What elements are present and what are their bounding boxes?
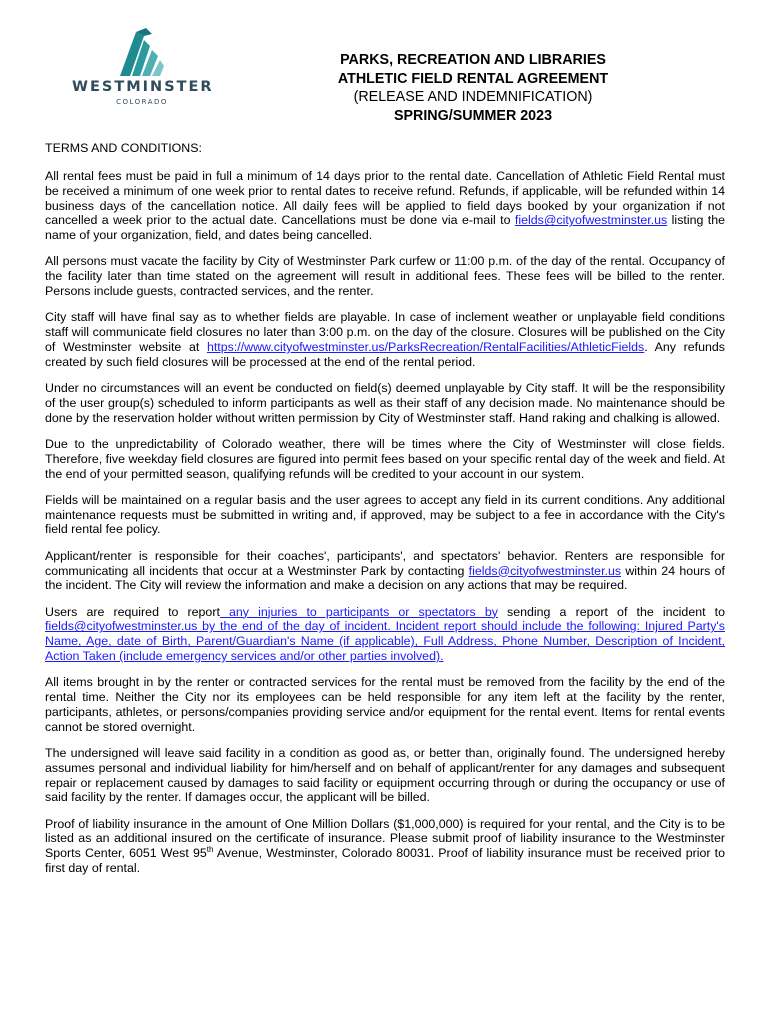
logo-mark-icon (116, 26, 168, 78)
paragraph-fees (45, 169, 725, 243)
paragraph-curfew: All persons must vacate the facility by City of Westminster Park curfew or 11:00 p.m. of the day of the rental. Occupancy of the facility later than time stated on the agreement will result in additional fees. These fees will be billed to the renter. Persons include guests, contracted services, and the renter. (45, 254, 725, 299)
paragraph-text: Applicant/renter is responsible for their coaches', participants', and spectators' behavior. Renters are responsible for communicating all incidents that occur at a Westminster Park by contacting (45, 548, 725, 578)
website-link[interactable]: https://www.cityofwestminster.us/ParksRecreation/RentalFacilities/AthleticFields (206, 339, 645, 354)
paragraph-maintenance: Fields will be maintained on a regular basis and the user agrees to accept any field in its current conditions. Any additional maintenance requests must be submitted in writing and, if approved, may be subject to a fee in accordance with the City's field rental fee policy. (45, 492, 725, 537)
paragraph-text: Users are required to report (45, 604, 220, 619)
paragraph-text: All rental fees must be paid in full a minimum of 14 days prior to the rental date. Cancellation of Athletic Field Rental must be received a minimum of one week prior to rental dates to receive refund. Refunds, if applicable, will be refunded within 14 business days of the cancellation notice. All daily fees will be applied to field days booked by your organization if not cancelled a week prior to the actual date. Cancellations must be done via e-mail to (45, 169, 725, 228)
paragraph-text: . Any refunds created by such field closures will be processed at the end of the rental period. (45, 339, 725, 369)
paragraph-field-closures (45, 310, 725, 369)
paragraph-behavior (45, 549, 725, 593)
paragraph-items: All items brought in by the renter or contracted services for the rental must be removed from the facility by the end of the rental time. Neither the City nor its employees can be held responsible for any item left at the facility by the renter, participants, athletes, or persons/companies providing service and/or equipment for the rental event. Items for rental events cannot be stored overnight. (45, 675, 725, 734)
email-link[interactable]: fields@cityofwestminster.us (514, 213, 668, 228)
header-season: SPRING/SUMMER 2023 (393, 107, 553, 124)
terms-body (45, 169, 725, 887)
paragraph-text: City staff will have final say as to whether fields are playable. In case of inclement weather or unplayable field conditions staff will communicate field closures no later than 3:00 p.m. on the day of the closure. Closures will be published on the City of Westminster website at (45, 310, 725, 354)
paragraph-text: listing the name of your organization, field, and dates being cancelled. (45, 213, 726, 243)
logo-wordmark: WESTMINSTER (72, 79, 214, 95)
injury-link[interactable]: any injuries to participants or spectators by (219, 604, 498, 619)
superscript: th (206, 845, 214, 855)
document-header (318, 51, 628, 125)
paragraph-insurance (45, 817, 725, 876)
email-link[interactable]: fields@cityofwestminster.us (468, 563, 622, 578)
westminster-logo (72, 26, 212, 110)
paragraph-unplayable: Under no circumstances will an event be conducted on field(s) deemed unplayable by City staff. It will be the responsibility of the user group(s) scheduled to inform participants as well as their staff of any decision made. No maintenance should be done by the reservation holder without written permission by City of Westminster staff. Hand raking and chalking is allowed. (45, 381, 725, 425)
terms-heading: TERMS AND CONDITIONS: (45, 141, 202, 155)
header-department: PARKS, RECREATION AND LIBRARIES (340, 52, 606, 68)
paragraph-weather: Due to the unpredictability of Colorado weather, there will be times where the City of Westminster will close fields. Therefore, five weekday field closures are figured into permit fees based on your specific rental day of the week and field. At the end of your permitted season, qualifying refunds will be credited to your account in our system. (45, 436, 725, 481)
paragraph-text: sending a report of the incident to (497, 604, 725, 619)
incident-report-link[interactable]: fields@cityofwestminster.us by the end of the day of incident. Incident report should include the following: Injured Party's Name, Age, date of Birth, Parent/Guardian's Name (if applicable), Full Address, Phone Number, Description of Incident, Action Taken (include emergency services and/or other parties involved). (45, 619, 725, 664)
paragraph-injury-report (45, 605, 725, 664)
header-agreement-title: ATHLETIC FIELD RENTAL AGREEMENT (337, 70, 609, 87)
header-subtitle: (RELEASE AND INDEMNIFICATION) (353, 89, 593, 105)
paragraph-liability: The undersigned will leave said facility in a condition as good as, or better than, originally found. The undersigned hereby assumes personal and individual liability for him/herself and on behalf of applicant/renter for any damages and subsequent repair or replacement caused by damages to said facility or equipment occurring through or during the occupancy or use of said facility by the renter. If damages occur, the applicant will be billed. (45, 746, 725, 805)
paragraph-text: within 24 hours of the incident. The City will review the information and make a decision on any actions that may be required. (45, 563, 725, 593)
paragraph-text: Proof of liability insurance in the amount of One Million Dollars ($1,000,000) is required for your rental, and the City is to be listed as an additional insured on the certificate of insurance. Please submit proof of liability insurance to the Westminster Sports Center, 6051 West 95 (45, 816, 725, 861)
paragraph-text: Avenue, Westminster, Colorado 80031. Proof of liability insurance must be received prior to first day of rental. (45, 846, 725, 876)
logo-subtitle: COLORADO (116, 98, 168, 106)
